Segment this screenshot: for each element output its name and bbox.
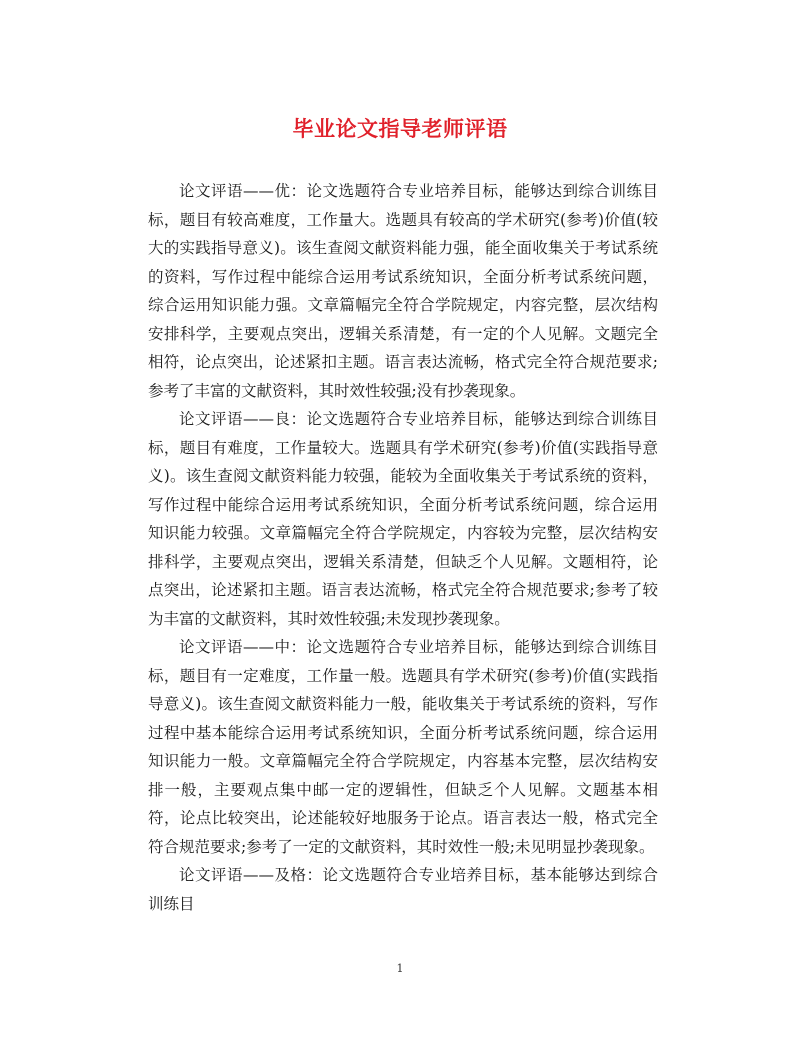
page-number: 1 [396, 962, 404, 975]
document-title: 毕业论文指导老师评语 [292, 117, 508, 141]
paragraph-average: 论文评语——中：论文选题符合专业培养目标，能够达到综合训练目标，题目有一定难度，工作量一般。选题具有学术研究(参考)价值(实践指导意义)。该生查阅文献资料能力一般，能收集关于考试系统的资料，写作过程中基本能综合运用考试系统知识，全面分析考试系统问题，综合运用知识能力一般。文章篇幅完全符合学院规定，内容基本完整，层次结构安排一般，主要观点集中邮一定的逻辑性，但缺乏个人见解。文题基本相符，论点比较突出，论述能较好地服务于论点。语言表达一般，格式完全符合规范要求;参考了一定的文献资料，其时效性一般;未见明显抄袭现象。 [148, 638, 658, 856]
document-body [148, 177, 658, 918]
paragraph-pass: 论文评语——及格：论文选题符合专业培养目标，基本能够达到综合训练目 [148, 866, 658, 913]
paragraph-good: 论文评语——良：论文选题符合专业培养目标，能够达到综合训练目标，题目有难度，工作量较大。选题具有学术研究(参考)价值(实践指导意义)。该生查阅文献资料能力较强，能较为全面收集关于考试系统的资料，写作过程中能综合运用考试系统知识，全面分析考试系统问题，综合运用知识能力较强。文章篇幅完全符合学院规定，内容较为完整，层次结构安排科学，主要观点突出，逻辑关系清楚，但缺乏个人见解。文题相符，论点突出，论述紧扣主题。语言表达流畅，格式完全符合规范要求;参考了较为丰富的文献资料，其时效性较强;未发现抄袭现象。 [148, 410, 658, 628]
paragraph-excellent: 论文评语——优：论文选题符合专业培养目标，能够达到综合训练目标，题目有较高难度，工作量大。选题具有较高的学术研究(参考)价值(较大的实践指导意义)。该生查阅文献资料能力强，能全面收集关于考试系统的资料，写作过程中能综合运用考试系统知识，全面分析考试系统问题，综合运用知识能力强。文章篇幅完全符合学院规定，内容完整，层次结构安排科学，主要观点突出，逻辑关系清楚，有一定的个人见解。文题完全相符，论点突出，论述紧扣主题。语言表达流畅，格式完全符合规范要求;参考了丰富的文献资料，其时效性较强;没有抄袭现象。 [148, 182, 658, 400]
